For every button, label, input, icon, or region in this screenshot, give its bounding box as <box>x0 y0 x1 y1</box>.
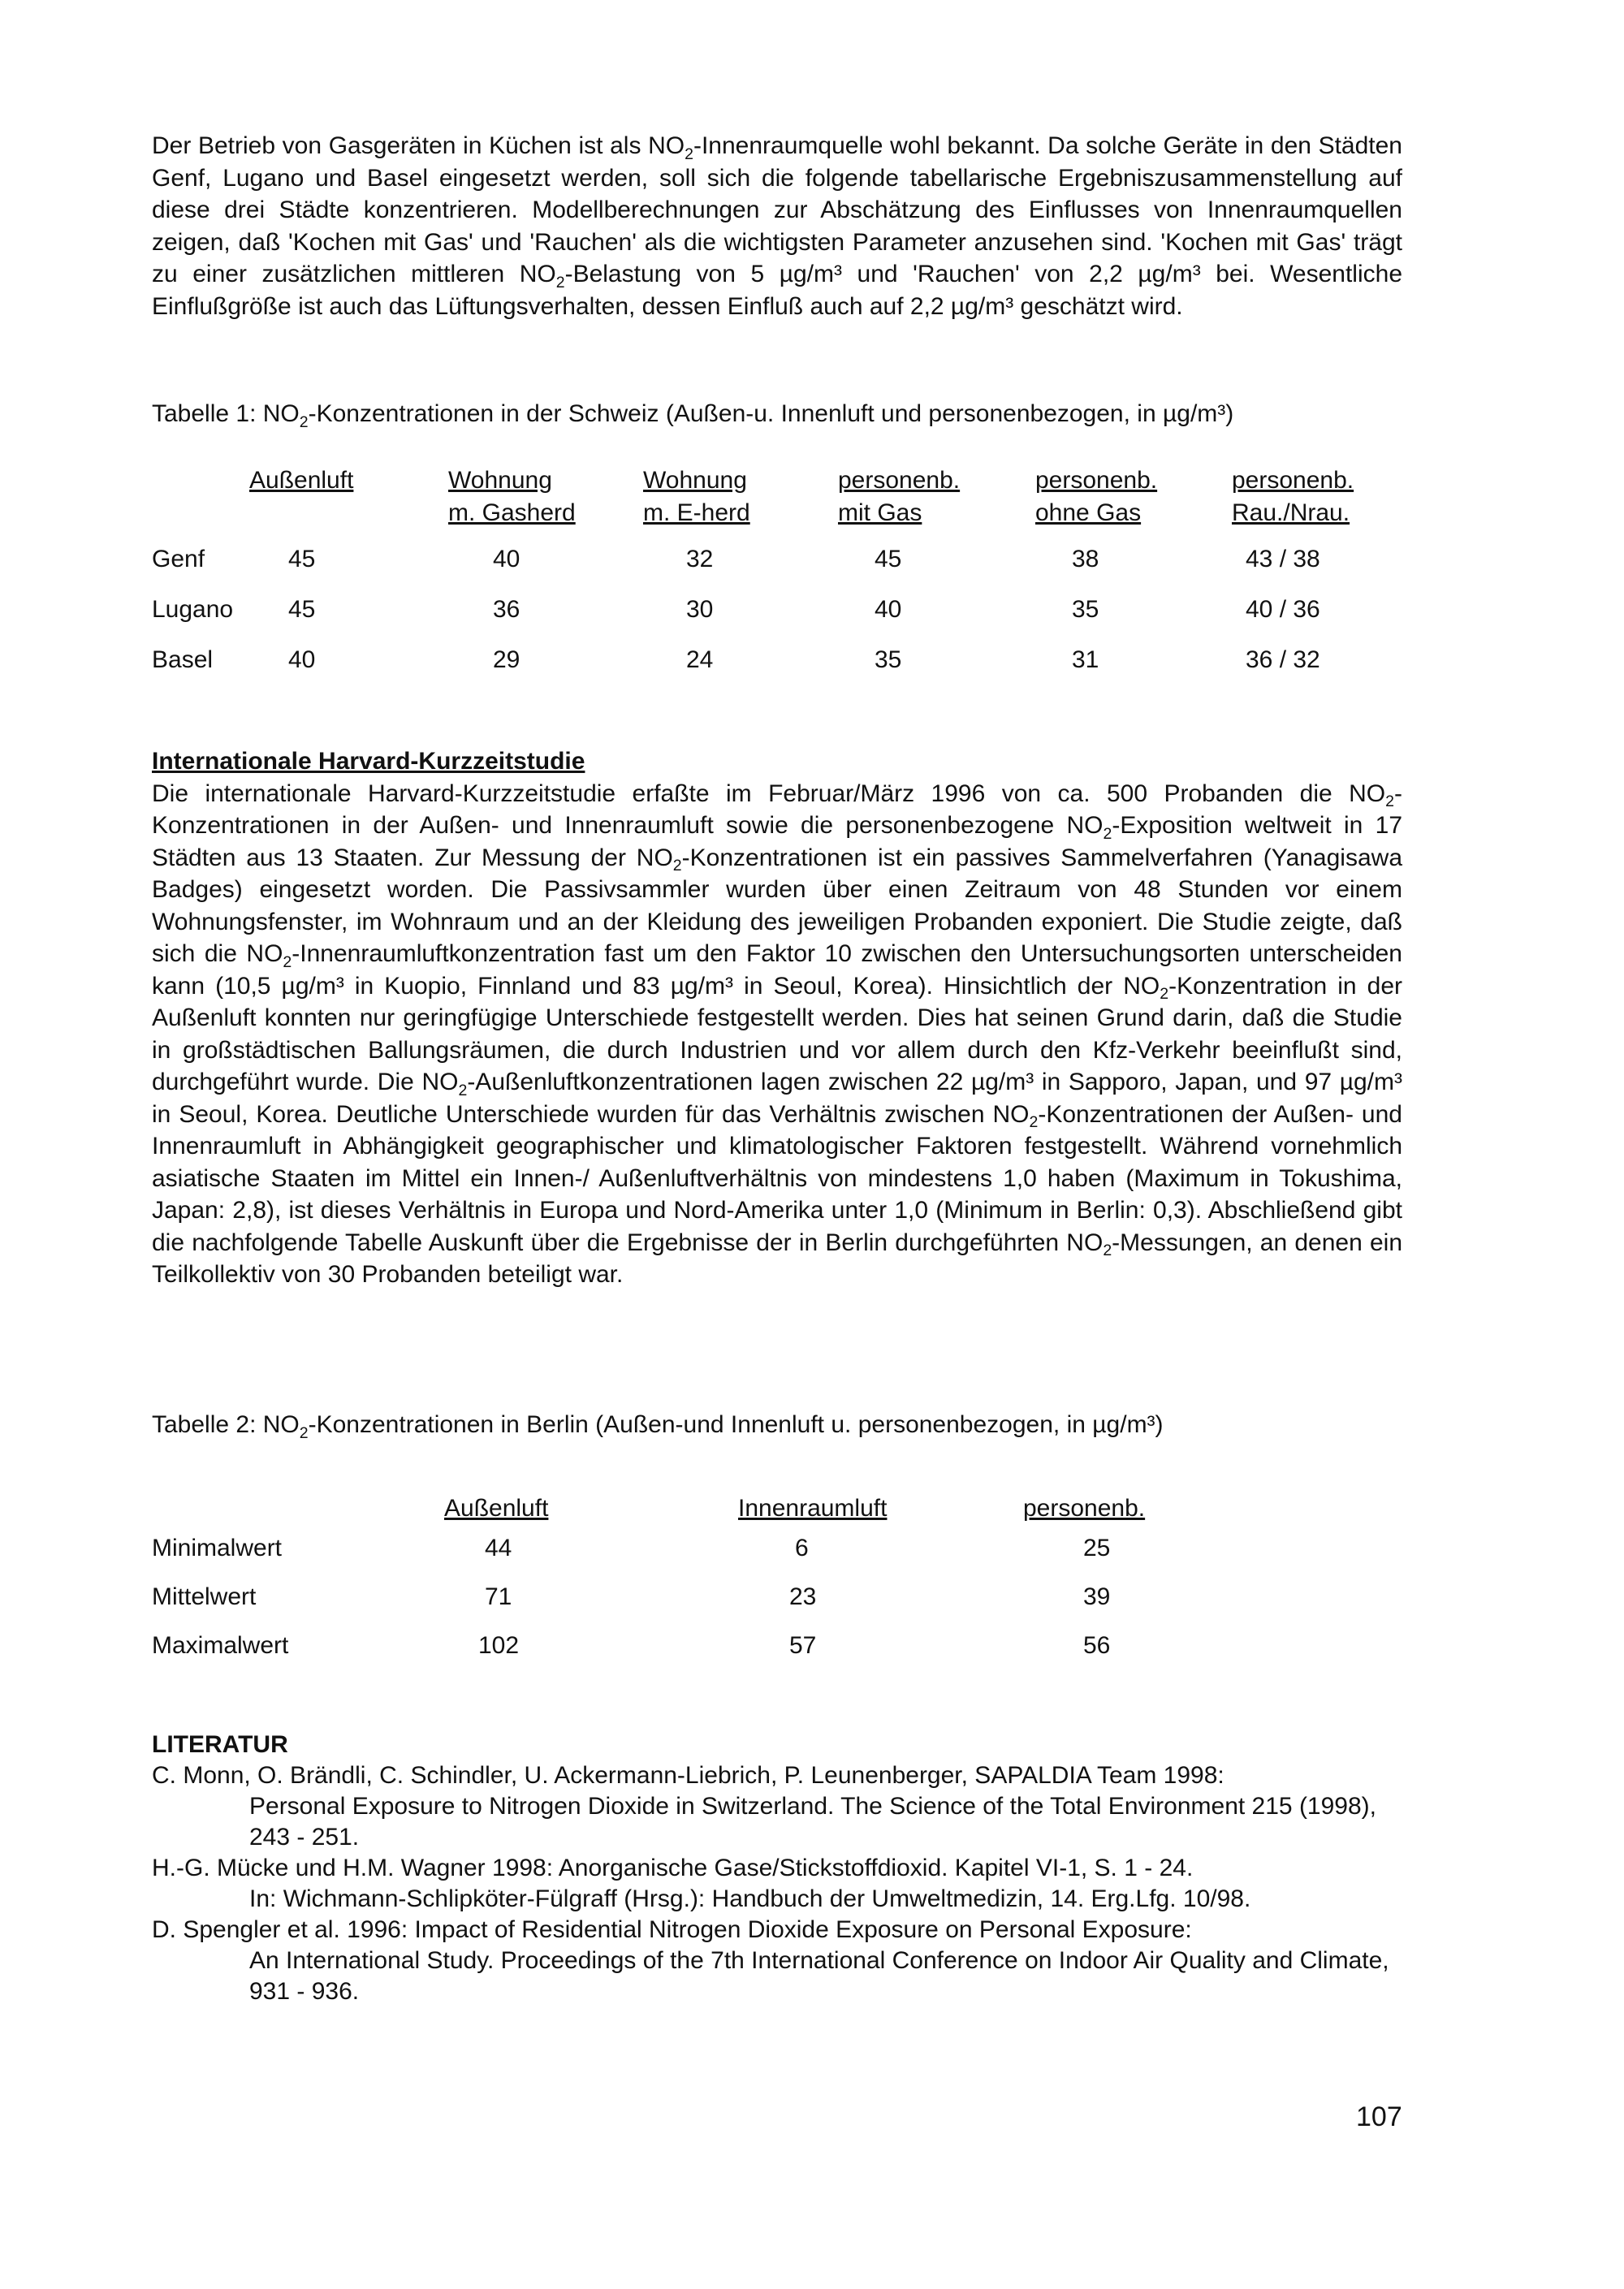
literatur-section <box>152 1730 1419 2007</box>
table-cell: 23 <box>789 1583 817 1610</box>
section-heading: LITERATUR <box>152 1731 288 1758</box>
reference-item: H.-G. Mücke und H.M. Wagner 1998: Anorganische Gase/Stickstoffdioxid. Kapitel VI-1, S. 1 - 24. In: Wichmann-Schlipköter-Fülgraff (Hrsg.): Handbuch der Umweltmedizin, 14. Erg.Lfg. 10/98. <box>152 1855 1251 1912</box>
table-row <box>152 1583 1402 1616</box>
table-cell: 57 <box>789 1632 817 1659</box>
table-cell: 45 <box>288 596 316 623</box>
table2-header: personenb. <box>1023 1495 1146 1522</box>
table-cell: 38 <box>1072 546 1099 572</box>
page-number: 107 <box>1356 2101 1402 2132</box>
table-row <box>152 1632 1402 1665</box>
table1 <box>152 464 1402 684</box>
table-cell: 102 <box>478 1632 520 1659</box>
table-cell: 43 / 38 <box>1246 546 1320 572</box>
harvard-paragraph: Die internationale Harvard-Kurzzeitstudie erfaßte im Februar/März 1996 von ca. 500 Probanden die $NO_2$-Konzentrationen in der Außen- und Innenraumluft sowie die personenbezogene $NO_2$-Exposition weltweit in 17 Städten aus 13 Staaten. Zur Messung der $NO_2$-Konzentrationen ist ein passives Sammelverfahren (Yanagisawa Badges) eingesetzt worden. Die Passivsammler wurden über einen Zeitraum von 48 Stunden vor einem Wohnungsfenster, im Wohnraum und an der Kleidung des jeweiligen Probanden exponiert. Die Studie zeigte, daß sich die $NO_2$-Innenraumluftkonzentration fast um den Faktor 10 zwischen den Untersuchungsorten unterscheiden kann (10,5 µg/m³ in Kuopio, Finnland und 83 µg/m³ in Seoul, Korea). Hinsichtlich der $NO_2$-Konzentration in der Außenluft konnten nur geringfügige Unterschiede festgestellt werden. Dies hat seinen Grund darin, daß die Studie in großstädtischen Ballungsräumen, die durch Industrien und vor allem durch den Kfz-Verkehr beeinflußt sind, durchgeführt wurde. Die $NO_2$-Außenluftkonzentrationen lagen zwischen 22 µg/m³ in Sapporo, Japan, und 97 µg/m³ in Seoul, Korea. Deutliche Unterschiede wurden für das Verhältnis zwischen $NO_2$-Konzentrationen der Außen- und Innenraumluft in Abhängigkeit geographischer und klimatologischer Faktoren festgestellt. Während vornehmlich asiatische Staaten im Mittel ein Innen-/ Außenluftverhältnis von mindestens 1,0 haben (Maximum in Tokushima, Japan: 2,8), ist dieses Verhältnis in Europa und Nord-Amerika unter 1,0 (Minimum in Berlin: 0,3). Abschließend gibt die nachfolgende Tabelle Auskunft über die Ergebnisse der in Berlin durchgeführten $NO_2$-Messungen, an denen ein Teilkollektiv von 30 Probanden beteiligt war. <box>152 780 1403 1288</box>
table-cell: 35 <box>875 646 902 673</box>
table2-header-row <box>152 1492 1402 1525</box>
table-cell: 40 / 36 <box>1246 596 1320 623</box>
table1-header: Wohnung m. E-herd <box>643 467 750 526</box>
row-label: Genf <box>152 546 205 572</box>
table1-caption: Tabelle 1: $NO_2$-Konzentrationen in der Schweiz (Außen-u. Innenluft und personenbezogen, in µg/m³) <box>152 400 1234 431</box>
table-cell: 25 <box>1083 1535 1111 1561</box>
table-cell: 40 <box>875 596 902 623</box>
table-cell: 35 <box>1072 596 1099 623</box>
table-cell: 36 / 32 <box>1246 646 1320 673</box>
table-row <box>152 646 1402 679</box>
table-cell: 56 <box>1083 1632 1111 1659</box>
table1-header: personenb. mit Gas <box>838 467 961 526</box>
table-cell: 30 <box>686 596 714 623</box>
harvard-section <box>152 745 1402 1291</box>
row-label: Minimalwert <box>152 1535 283 1561</box>
table-cell: 36 <box>493 596 520 623</box>
table-cell: 31 <box>1072 646 1099 673</box>
table-row <box>152 546 1402 578</box>
table1-header: Außenluft <box>249 467 354 494</box>
table1-header: personenb. ohne Gas <box>1035 467 1158 526</box>
row-label: Basel <box>152 646 214 673</box>
table-cell: 45 <box>875 546 902 572</box>
table-cell: 71 <box>485 1583 512 1610</box>
table-row <box>152 596 1402 628</box>
table1-header: Wohnung m. Gasherd <box>448 467 576 526</box>
table-cell: 6 <box>795 1535 809 1561</box>
table-cell: 40 <box>493 546 520 572</box>
table-cell: 29 <box>493 646 520 673</box>
table-row <box>152 1535 1402 1567</box>
table-cell: 24 <box>686 646 714 673</box>
table1-header: personenb. Rau./Nrau. <box>1232 467 1354 526</box>
table-cell: 39 <box>1083 1583 1111 1610</box>
intro-paragraph: Der Betrieb von Gasgeräten in Küchen ist als $NO_2$-Innenraumquelle wohl bekannt. Da solche Geräte in den Städten Genf, Lugano und Basel eingesetzt werden, soll sich die folgende tabellarische Ergebniszusammenstellung auf diese drei Städte konzentrieren. Modellberechnungen zur Abschätzung des Einflusses von Innenraumquellen zeigen, daß 'Kochen mit Gas' und 'Rauchen' als die wichtigsten Parameter anzusehen sind. 'Kochen mit Gas' trägt zu einer zusätzlichen mittleren $NO_2$-Belastung von 5 µg/m³ und 'Rauchen' von 2,2 µg/m³ bei. Wesentliche Einflußgröße ist auch das Lüftungsverhalten, dessen Einfluß auch auf 2,2 µg/m³ geschätzt wird. <box>152 132 1403 320</box>
row-label: Lugano <box>152 596 234 623</box>
reference-item: C. Monn, O. Brändli, C. Schindler, U. Ackermann-Liebrich, P. Leunenberger, SAPALDIA Team 1998: Personal Exposure to Nitrogen Dioxide in Switzerland. The Science of the Total Environment 215 (1998), 243 - 251. <box>152 1762 1376 1851</box>
table2 <box>152 1492 1402 1687</box>
section-heading: Internationale Harvard-Kurzzeitstudie <box>152 748 585 775</box>
row-label: Mittelwert <box>152 1583 257 1610</box>
table-cell: 40 <box>288 646 316 673</box>
table-cell: 45 <box>288 546 316 572</box>
row-label: Maximalwert <box>152 1632 289 1659</box>
table2-header: Außenluft <box>444 1495 549 1522</box>
table-cell: 44 <box>485 1535 512 1561</box>
table2-header: Innenraumluft <box>738 1495 888 1522</box>
table-cell: 32 <box>686 546 714 572</box>
reference-item: D. Spengler et al. 1996: Impact of Residential Nitrogen Dioxide Exposure on Personal Exposure: An International Study. Proceedings of the 7th International Conference on Indoor Air Quality and Climate, 931 - 936. <box>152 1916 1389 2005</box>
table2-caption: Tabelle 2: $NO_2$-Konzentrationen in Berlin (Außen-und Innenluft u. personenbezogen, in µg/m³) <box>152 1411 1164 1442</box>
table1-header-row <box>152 464 1402 531</box>
